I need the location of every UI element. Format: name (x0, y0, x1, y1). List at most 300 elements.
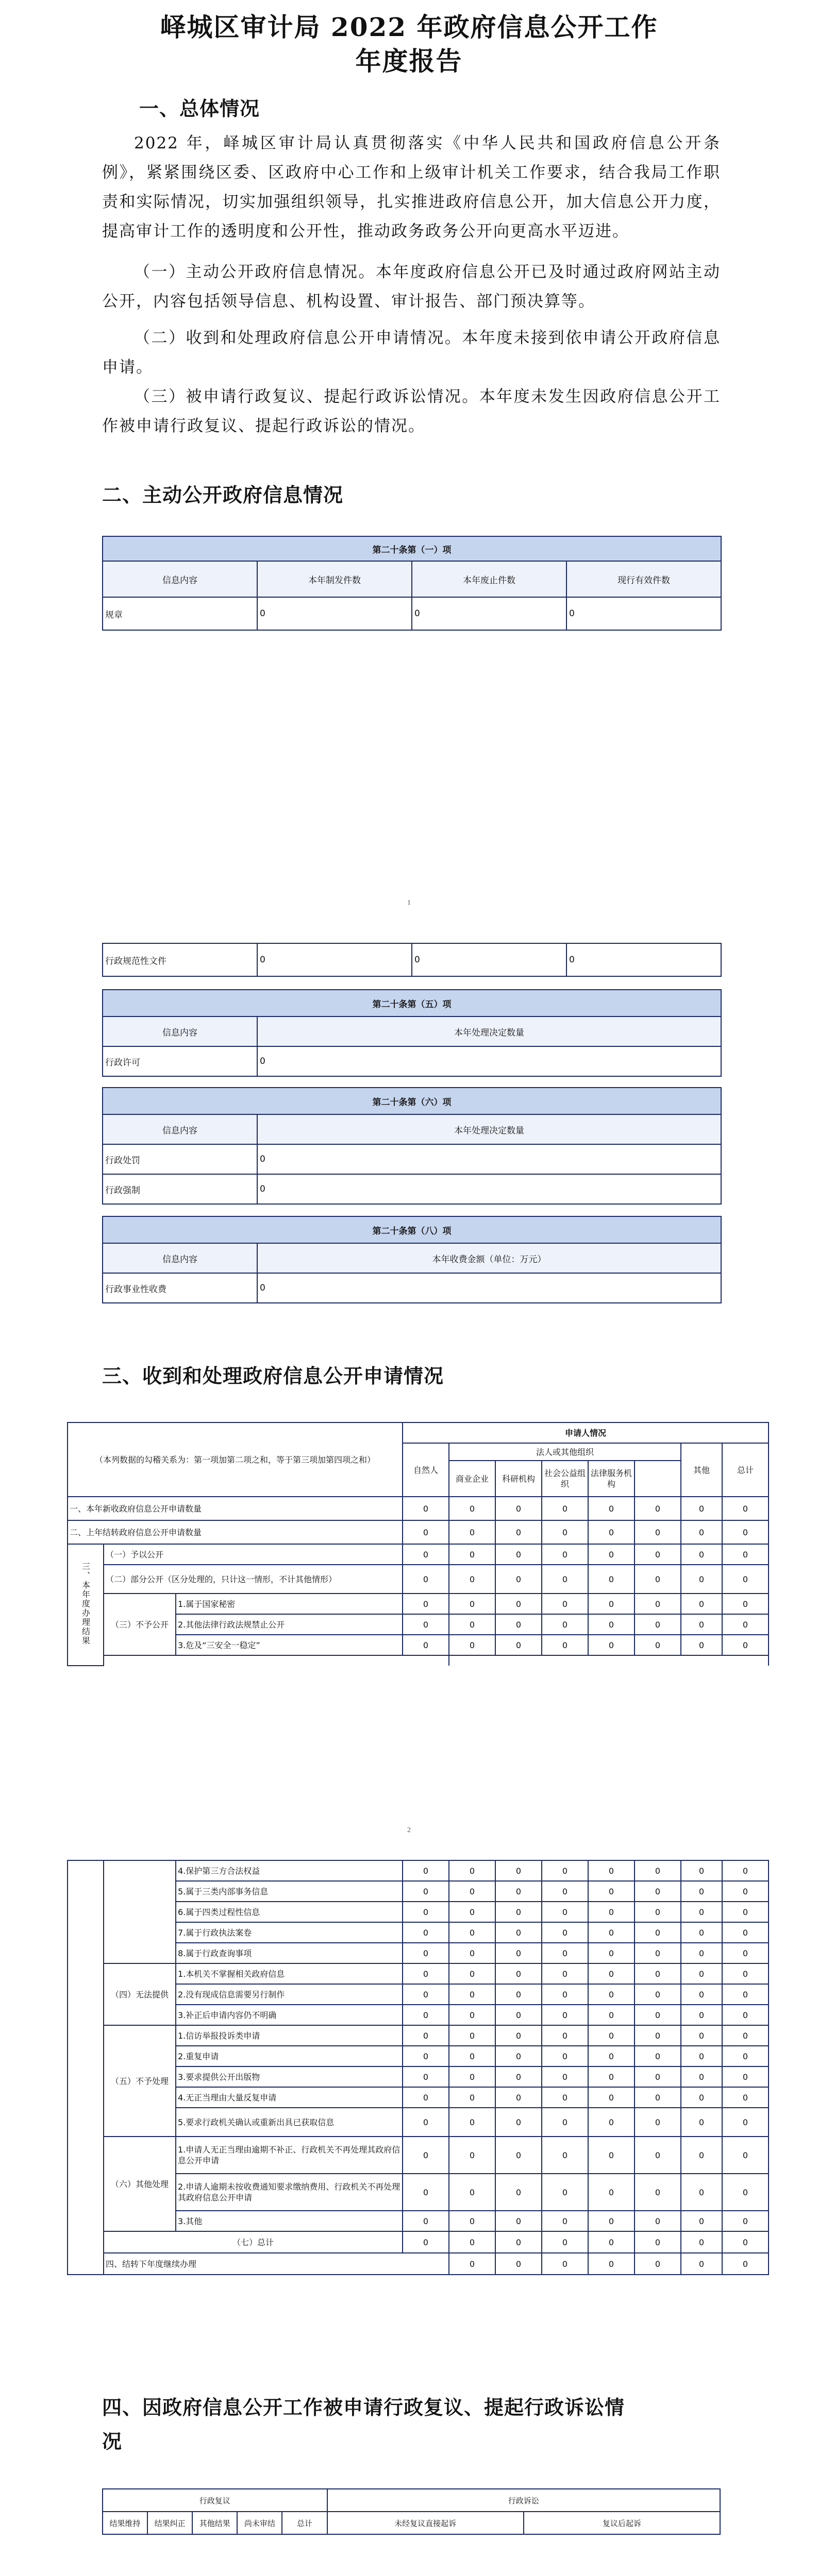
count-cell: 0 (542, 1544, 588, 1565)
count-cell: 0 (722, 1497, 769, 1520)
sub-row-label: 1.属于国家秘密 (176, 1594, 403, 1614)
count-cell: 0 (722, 1984, 769, 2005)
table-header: 现行有效件数 (566, 561, 721, 597)
count-cell: 0 (495, 1922, 542, 1943)
sub-row-label: 5.属于三类内部事务信息 (176, 1881, 403, 1902)
section3-result-label: 三、本年度办理结果 (80, 1562, 91, 1646)
count-cell: 0 (588, 2087, 635, 2108)
count-cell: 0 (403, 2108, 449, 2137)
count-cell: 0 (635, 1614, 681, 1635)
count-cell: 0 (403, 1635, 449, 1655)
count-cell: 0 (449, 1614, 495, 1635)
count-cell: 0 (403, 1594, 449, 1614)
sub-row-label: 4.无正当理由大量反复申请 (176, 2087, 403, 2108)
count-cell: 0 (681, 1963, 722, 1984)
count-cell: 0 (681, 1614, 722, 1635)
application-table-cont (67, 1860, 769, 2275)
count-cell: 0 (403, 1922, 449, 1943)
count-cell: 0 (449, 2231, 495, 2253)
count-cell: 0 (542, 2025, 588, 2046)
count-cell: 0 (635, 1881, 681, 1902)
count-cell: 0 (588, 2108, 635, 2137)
table-cell: 0 (257, 1273, 721, 1303)
count-cell: 0 (588, 1635, 635, 1655)
count-cell: 0 (681, 2108, 722, 2137)
count-cell: 0 (722, 1943, 769, 1963)
row-label: 二、上年结转政府信息公开申请数量 (68, 1520, 403, 1544)
count-cell: 0 (588, 1544, 635, 1565)
count-cell: 0 (495, 1984, 542, 2005)
total-header: 总计 (722, 1443, 769, 1497)
row-label-cont (104, 1860, 176, 1963)
sub-row-label: 6.属于四类过程性信息 (176, 1902, 403, 1922)
col-header: 科研机构 (495, 1461, 542, 1497)
count-cell: 0 (449, 2137, 495, 2174)
row-label: （一）予以公开 (104, 1544, 403, 1565)
section1-heading: 一、总体情况 (139, 97, 260, 120)
sub-row-label: 1.本机关不掌握相关政府信息 (176, 1963, 403, 1984)
sub-row-label: 1.申请人无正当理由逾期不补正、行政机关不再处理其政府信息公开申请 (176, 2137, 403, 2174)
count-cell: 0 (681, 1922, 722, 1943)
count-cell: 0 (403, 1565, 449, 1594)
count-cell: 0 (495, 2005, 542, 2025)
count-cell: 0 (588, 1497, 635, 1520)
count-cell: 0 (495, 1594, 542, 1614)
table-title: 第二十条第（六）项 (103, 1088, 721, 1114)
count-cell: 0 (722, 2231, 769, 2253)
count-cell: 0 (403, 2174, 449, 2211)
count-cell: 0 (449, 1984, 495, 2005)
section4-heading-line1: 四、因政府信息公开工作被申请行政复议、提起行政诉讼情 (102, 2396, 625, 2419)
sub-row-label: 7.属于行政执法案卷 (176, 1922, 403, 1943)
count-cell: 0 (588, 1614, 635, 1635)
table-cell: 0 (257, 1046, 721, 1076)
count-cell: 0 (722, 1860, 769, 1881)
table-cell: 0 (257, 1174, 721, 1204)
page-number: 1 (407, 899, 411, 907)
table-cell: 行政事业性收费 (103, 1273, 257, 1303)
sub-row-label: 4.保护第三方合法权益 (176, 1860, 403, 1881)
count-cell: 0 (681, 2066, 722, 2087)
applicant-header: 申请人情况 (403, 1422, 769, 1443)
count-cell: 0 (403, 2066, 449, 2087)
count-cell: 0 (449, 2253, 495, 2275)
count-cell: 0 (403, 1902, 449, 1922)
count-cell: 0 (681, 1881, 722, 1902)
report-title-line2: 年度报告 (355, 46, 463, 76)
count-cell: 0 (722, 2046, 769, 2066)
count-cell: 0 (722, 2066, 769, 2087)
count-cell: 0 (495, 1881, 542, 1902)
count-cell: 0 (495, 1902, 542, 1922)
count-cell: 0 (722, 2211, 769, 2231)
table-cell: 行政处罚 (103, 1144, 257, 1174)
count-cell: 0 (403, 1544, 449, 1565)
count-cell: 0 (542, 1881, 588, 1902)
table-cell: 0 (257, 943, 412, 976)
report-title-line1: 峄城区审计局 2022 年政府信息公开工作 (160, 12, 658, 42)
count-cell: 0 (681, 2231, 722, 2253)
count-cell: 0 (449, 1902, 495, 1922)
count-cell: 0 (588, 1922, 635, 1943)
count-cell: 0 (495, 1497, 542, 1520)
count-cell: 0 (588, 1902, 635, 1922)
table-header: 本年收费金额（单位：万元） (257, 1243, 721, 1273)
count-cell: 0 (495, 2066, 542, 2087)
count-cell: 0 (722, 2087, 769, 2108)
count-cell: 0 (449, 2087, 495, 2108)
col-header: 社会公益组织 (542, 1461, 588, 1497)
count-cell: 0 (542, 1520, 588, 1544)
count-cell: 0 (588, 1963, 635, 1984)
count-cell: 0 (635, 2066, 681, 2087)
count-cell: 0 (449, 1497, 495, 1520)
count-cell: 0 (542, 1497, 588, 1520)
count-cell: 0 (403, 1963, 449, 1984)
natural-person-header: 自然人 (403, 1443, 449, 1497)
row-label: （六）其他处理 (104, 2137, 176, 2231)
litigation-direct-header: 未经复议直接起诉 (327, 2512, 524, 2534)
count-cell: 0 (681, 2211, 722, 2231)
count-cell: 0 (542, 2211, 588, 2231)
table-article20-item8 (102, 1216, 722, 1303)
count-cell: 0 (588, 1943, 635, 1963)
count-cell: 0 (635, 1565, 681, 1594)
table-title: 第二十条第（八）项 (103, 1216, 721, 1243)
count-cell: 0 (403, 2087, 449, 2108)
count-cell: 0 (495, 1544, 542, 1565)
count-cell: 0 (635, 1860, 681, 1881)
count-cell: 0 (542, 2253, 588, 2275)
table-header: 本年制发件数 (257, 561, 412, 597)
col-header: 商业企业 (449, 1461, 495, 1497)
count-cell: 0 (635, 1943, 681, 1963)
count-cell: 0 (449, 2174, 495, 2211)
count-cell: 0 (403, 2211, 449, 2231)
count-cell: 0 (495, 1520, 542, 1544)
count-cell: 0 (542, 2137, 588, 2174)
count-cell: 0 (542, 1565, 588, 1594)
count-cell: 0 (681, 1520, 722, 1544)
table-header: 本年处理决定数量 (257, 1114, 721, 1144)
count-cell: 0 (449, 1963, 495, 1984)
count-cell: 0 (722, 2253, 769, 2275)
count-cell: 0 (449, 2066, 495, 2087)
count-cell: 0 (542, 1635, 588, 1655)
count-cell: 0 (588, 1984, 635, 2005)
count-cell: 0 (495, 2174, 542, 2211)
section3-row-label (68, 1544, 104, 1666)
col-header: 结果维持 (103, 2512, 147, 2534)
count-cell: 0 (542, 2066, 588, 2087)
count-cell: 0 (449, 2025, 495, 2046)
count-cell: 0 (449, 1520, 495, 1544)
count-cell: 0 (588, 2005, 635, 2025)
count-cell: 0 (681, 1544, 722, 1565)
count-cell: 0 (635, 2253, 681, 2275)
count-cell: 0 (635, 1984, 681, 2005)
section1-paragraph: （二）收到和处理政府信息公开申请情况。本年度未接到依申请公开政府信息申请。 (102, 329, 721, 377)
count-cell: 0 (542, 1902, 588, 1922)
count-cell: 0 (588, 2211, 635, 2231)
count-cell: 0 (635, 1963, 681, 1984)
sub-row-label: 8.属于行政查询事项 (176, 1943, 403, 1963)
count-cell: 0 (449, 2211, 495, 2231)
count-cell: 0 (403, 2025, 449, 2046)
count-cell: 0 (722, 1565, 769, 1594)
table-cell: 行政许可 (103, 1046, 257, 1076)
count-cell: 0 (495, 1943, 542, 1963)
count-cell: 0 (722, 2005, 769, 2025)
count-cell: 0 (542, 1984, 588, 2005)
table-cell: 规章 (103, 597, 257, 630)
count-cell: 0 (495, 2108, 542, 2137)
count-cell: 0 (588, 2066, 635, 2087)
count-cell: 0 (635, 2046, 681, 2066)
table-cell: 0 (412, 597, 566, 630)
count-cell: 0 (403, 1984, 449, 2005)
count-cell: 0 (722, 2174, 769, 2211)
legal-person-header: 法人或其他组织 (449, 1443, 681, 1461)
section3-heading: 三、收到和处理政府信息公开申请情况 (102, 1365, 444, 1387)
count-cell: 0 (635, 1902, 681, 1922)
table-article20-item6 (102, 1087, 722, 1205)
count-cell: 0 (681, 2137, 722, 2174)
table-header: 信息内容 (103, 1243, 257, 1273)
count-cell: 0 (403, 2231, 449, 2253)
table-header: 本年废止件数 (412, 561, 566, 597)
count-cell: 0 (449, 1943, 495, 1963)
section3-row-label-cont (68, 1860, 104, 2275)
table-cell: 0 (257, 1144, 721, 1174)
count-cell: 0 (449, 1544, 495, 1565)
sub-row-label: 2.没有现成信息需要另行制作 (176, 1984, 403, 2005)
count-cell: 0 (588, 1881, 635, 1902)
count-cell: 0 (588, 1594, 635, 1614)
count-cell: 0 (449, 1594, 495, 1614)
other-header: 其他 (681, 1443, 722, 1497)
count-cell: 0 (681, 1594, 722, 1614)
litigation-header: 行政诉讼 (327, 2489, 720, 2512)
table-cell: 0 (412, 943, 566, 976)
row-label: （五）不予处理 (104, 2025, 176, 2137)
application-table (67, 1422, 769, 1666)
sub-row-label: 1.信访举报投诉类申请 (176, 2025, 403, 2046)
table-article20-item1 (102, 536, 722, 631)
section1-paragraph: （一）主动公开政府信息情况。本年度政府信息公开已及时通过政府网站主动公开，内容包括领导信息、机构设置、审计报告、部门预决算等。 (102, 263, 721, 311)
count-cell: 0 (635, 2108, 681, 2137)
count-cell: 0 (588, 1860, 635, 1881)
sub-row-label: 2.重复申请 (176, 2046, 403, 2066)
count-cell: 0 (722, 1881, 769, 1902)
count-cell: 0 (635, 1544, 681, 1565)
sub-row-label: 3.危及“三安全一稳定” (176, 1635, 403, 1655)
count-cell: 0 (681, 2253, 722, 2275)
count-cell: 0 (681, 2005, 722, 2025)
count-cell: 0 (542, 1614, 588, 1635)
count-cell: 0 (635, 1922, 681, 1943)
count-cell: 0 (403, 1520, 449, 1544)
count-cell: 0 (403, 1881, 449, 1902)
count-cell: 0 (681, 1565, 722, 1594)
review-header: 行政复议 (103, 2489, 327, 2512)
count-cell: 0 (722, 1963, 769, 1984)
count-cell: 0 (588, 2137, 635, 2174)
table-article20-item5 (102, 989, 722, 1077)
count-cell: 0 (588, 2025, 635, 2046)
count-cell: 0 (722, 2108, 769, 2137)
section4-heading (102, 2391, 731, 2459)
count-cell: 0 (495, 2253, 542, 2275)
count-cell: 0 (588, 1565, 635, 1594)
count-cell: 0 (635, 1635, 681, 1655)
table-cell: 行政规范性文件 (103, 943, 257, 976)
count-cell: 0 (542, 2231, 588, 2253)
count-cell: 0 (588, 2253, 635, 2275)
count-cell: 0 (722, 1520, 769, 1544)
count-cell: 0 (495, 1860, 542, 1881)
count-cell: 0 (542, 1860, 588, 1881)
sub-row-label: 3.补正后申请内容仍不明确 (176, 2005, 403, 2025)
count-cell: 0 (495, 2137, 542, 2174)
table-header: 信息内容 (103, 561, 257, 597)
col-header: 总计 (282, 2512, 327, 2534)
count-cell: 0 (588, 2231, 635, 2253)
count-cell: 0 (588, 2046, 635, 2066)
table-article20-item1-cont (102, 943, 722, 977)
sub-row-label: 5.要求行政机关确认或重新出具已获取信息 (176, 2108, 403, 2137)
count-cell: 0 (635, 2025, 681, 2046)
count-cell: 0 (403, 1614, 449, 1635)
report-title (0, 10, 818, 78)
col-header: 其他结果 (192, 2512, 237, 2534)
count-cell: 0 (495, 1963, 542, 1984)
count-cell: 0 (542, 2046, 588, 2066)
count-cell: 0 (635, 2174, 681, 2211)
row-label: （四）无法提供 (104, 1963, 176, 2025)
table-cell: 行政强制 (103, 1174, 257, 1204)
page-number: 2 (407, 1826, 411, 1834)
sub-row-label: 2.申请人逾期未按收费通知要求缴纳费用、行政机关不再处理其政府信息公开申请 (176, 2174, 403, 2211)
count-cell: 0 (681, 2174, 722, 2211)
count-cell: 0 (403, 2137, 449, 2174)
count-cell: 0 (449, 2108, 495, 2137)
count-cell: 0 (635, 2231, 681, 2253)
count-cell: 0 (722, 1544, 769, 1565)
count-cell: 0 (403, 2005, 449, 2025)
count-cell: 0 (495, 1635, 542, 1655)
count-cell: 0 (449, 1860, 495, 1881)
count-cell: 0 (542, 1922, 588, 1943)
row-label: 四、结转下年度继续办理 (104, 2253, 449, 2275)
table-cell: 0 (566, 943, 721, 976)
count-cell: 0 (681, 1984, 722, 2005)
table-title: 第二十条第（一）项 (103, 536, 721, 561)
count-cell: 0 (681, 1902, 722, 1922)
sub-row-label: 3.其他 (176, 2211, 403, 2231)
sub-row-label: 3.要求提供公开出版物 (176, 2066, 403, 2087)
count-cell: 0 (495, 1565, 542, 1594)
count-cell: 0 (495, 1614, 542, 1635)
count-cell: 0 (681, 1497, 722, 1520)
count-cell: 0 (449, 1635, 495, 1655)
table-note: （本列数据的勾稽关系为：第一项加第二项之和，等于第三项加第四项之和） (68, 1422, 403, 1497)
table-header: 信息内容 (103, 1016, 257, 1046)
count-cell: 0 (635, 2087, 681, 2108)
count-cell: 0 (542, 2087, 588, 2108)
count-cell: 0 (681, 2025, 722, 2046)
litigation-after-header: 复议后起诉 (524, 2512, 720, 2534)
count-cell: 0 (722, 1635, 769, 1655)
count-cell: 0 (635, 1594, 681, 1614)
table-cell: 0 (257, 597, 412, 630)
count-cell: 0 (542, 2005, 588, 2025)
count-cell: 0 (722, 1614, 769, 1635)
count-cell: 0 (635, 1520, 681, 1544)
table-header: 信息内容 (103, 1114, 257, 1144)
table-cell: 0 (566, 597, 721, 630)
count-cell: 0 (542, 1594, 588, 1614)
count-cell: 0 (403, 1860, 449, 1881)
count-cell: 0 (542, 2174, 588, 2211)
row-label: （七）总计 (104, 2231, 403, 2253)
count-cell: 0 (722, 1922, 769, 1943)
review-litigation-table (102, 2488, 721, 2535)
count-cell: 0 (495, 2025, 542, 2046)
row-label: （三）不予公开 (104, 1594, 176, 1655)
count-cell: 0 (635, 2211, 681, 2231)
col-header: 法律服务机构 (588, 1461, 635, 1497)
count-cell: 0 (635, 1497, 681, 1520)
count-cell: 0 (449, 1565, 495, 1594)
count-cell: 0 (403, 2046, 449, 2066)
section1-paragraph: 2022 年，峄城区审计局认真贯彻落实《中华人民共和国政府信息公开条例》，紧紧围绕区委、区政府中心工作和上级审计机关工作要求，结合我局工作职责和实际情况，切实加强组织领导，扎实推进政府信息公开，加大信息公开力度，提高审计工作的透明度和公开性，推动政务政务公开向更高水平迈进。 (102, 134, 721, 241)
count-cell: 0 (495, 2087, 542, 2108)
count-cell: 0 (588, 1520, 635, 1544)
count-cell: 0 (542, 1963, 588, 1984)
count-cell: 0 (449, 2005, 495, 2025)
count-cell: 0 (449, 1922, 495, 1943)
table-title: 第二十条第（五）项 (103, 990, 721, 1016)
count-cell: 0 (681, 1943, 722, 1963)
count-cell: 0 (722, 1594, 769, 1614)
count-cell: 0 (681, 1860, 722, 1881)
sub-row-label: 2.其他法律行政法规禁止公开 (176, 1614, 403, 1635)
section2-heading: 二、主动公开政府信息情况 (102, 484, 344, 506)
count-cell: 0 (588, 2174, 635, 2211)
count-cell: 0 (635, 2137, 681, 2174)
count-cell: 0 (681, 1635, 722, 1655)
section1-paragraph: （三）被申请行政复议、提起行政诉讼情况。本年度未发生因政府信息公开工作被申请行政复议、提起行政诉讼的情况。 (102, 387, 721, 435)
count-cell: 0 (722, 2025, 769, 2046)
count-cell: 0 (681, 2087, 722, 2108)
count-cell: 0 (542, 1943, 588, 1963)
col-header: 尚未审结 (237, 2512, 282, 2534)
count-cell: 0 (449, 1881, 495, 1902)
count-cell: 0 (403, 1943, 449, 1963)
count-cell: 0 (495, 2211, 542, 2231)
count-cell: 0 (722, 2137, 769, 2174)
count-cell: 0 (495, 2046, 542, 2066)
row-label: 一、本年新收政府信息公开申请数量 (68, 1497, 403, 1520)
col-header: 结果纠正 (147, 2512, 192, 2534)
count-cell: 0 (449, 2046, 495, 2066)
count-cell: 0 (681, 2046, 722, 2066)
count-cell: 0 (495, 2231, 542, 2253)
count-cell: 0 (722, 1902, 769, 1922)
table-header: 本年处理决定数量 (257, 1016, 721, 1046)
row-label: （二）部分公开（区分处理的，只计这一情形，不计其他情形） (104, 1565, 403, 1594)
